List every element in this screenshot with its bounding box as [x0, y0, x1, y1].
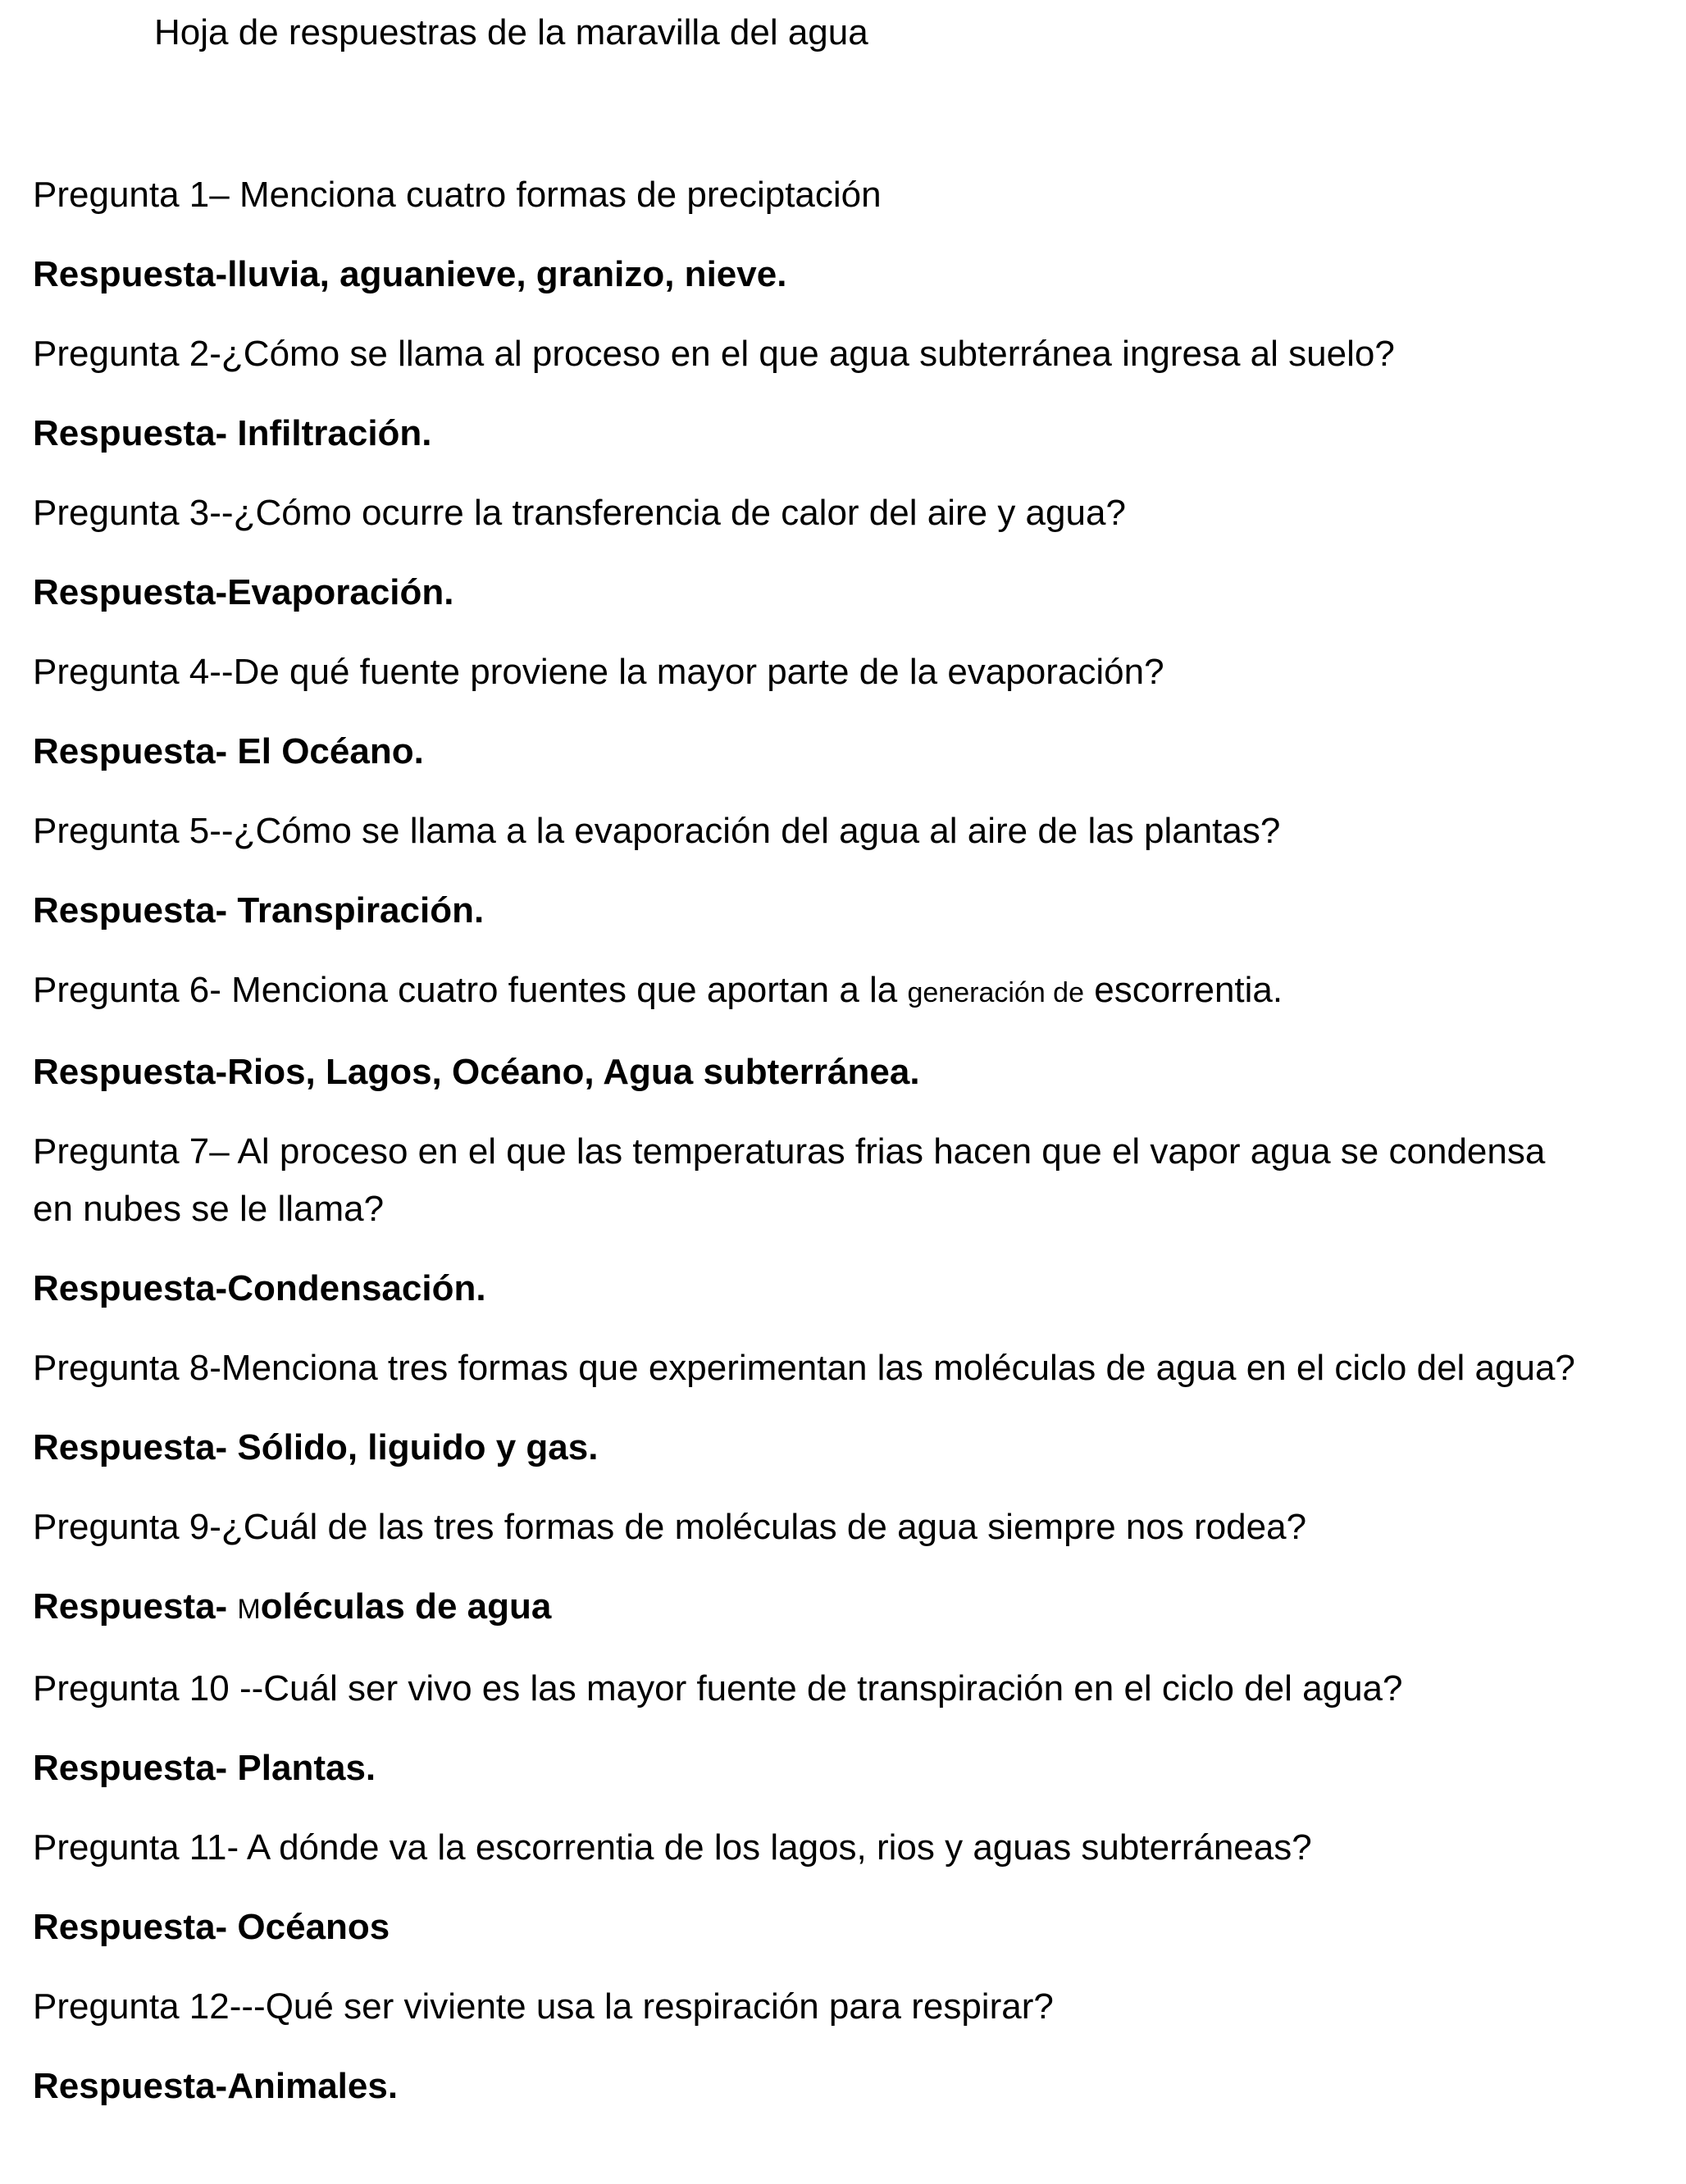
answer-9	[33, 1578, 1656, 1638]
qa-list	[33, 166, 1656, 2137]
question-8: Pregunta 8-Menciona tres formas que experimentan las moléculas de agua en el ciclo del agua?	[33, 1348, 1575, 1388]
answer-3: Respuesta-Evaporación.	[33, 572, 454, 612]
question-6-text-a: Pregunta 6- Menciona cuatro fuentes que aportan a la	[33, 970, 908, 1010]
answer-9-text-small: M	[237, 1594, 261, 1625]
question-7-line-1: Pregunta 7– Al proceso en el que las temperaturas frias hacen que el vapor agua se condensa	[33, 1131, 1546, 1172]
question-2: Pregunta 2-¿Cómo se llama al proceso en el que agua subterránea ingresa al suelo?	[33, 334, 1395, 374]
answer-7: Respuesta-Condensación.	[33, 1268, 486, 1308]
answer-12: Respuesta-Animales.	[33, 2066, 399, 2106]
question-4: Pregunta 4--De qué fuente proviene la mayor parte de la evaporación?	[33, 652, 1164, 692]
answer-5: Respuesta- Transpiración.	[33, 890, 485, 930]
answer-2: Respuesta- Infiltración.	[33, 413, 432, 453]
question-5: Pregunta 5--¿Cómo se llama a la evaporación del agua al aire de las plantas?	[33, 811, 1281, 851]
question-1: Pregunta 1– Menciona cuatro formas de preciptación	[33, 175, 882, 215]
answer-1: Respuesta-lluvia, aguanieve, granizo, nieve.	[33, 254, 787, 294]
question-11: Pregunta 11- A dónde va la escorrentia de los lagos, rios y aguas subterráneas?	[33, 1827, 1312, 1868]
answer-10: Respuesta- Plantas.	[33, 1748, 376, 1788]
question-6-text-c: escorrentia.	[1084, 970, 1283, 1010]
answer-8: Respuesta- Sólido, liguido y gas.	[33, 1427, 599, 1467]
document-title: Hoja de respuestras de la maravilla del agua	[154, 12, 868, 52]
answer-11: Respuesta- Océanos	[33, 1907, 390, 1947]
question-3: Pregunta 3--¿Cómo ocurre la transferencia de calor del aire y agua?	[33, 493, 1126, 533]
question-7-line-2: en nubes se le llama?	[33, 1189, 385, 1229]
question-7	[33, 1123, 1656, 1238]
question-6-text-small: generación de	[907, 977, 1084, 1008]
answer-6: Respuesta-Rios, Lagos, Océano, Agua subterránea.	[33, 1052, 920, 1092]
answer-9-text-a: Respuesta-	[33, 1586, 238, 1627]
answer-9-text-c: oléculas de agua	[260, 1586, 552, 1627]
answer-4: Respuesta- El Océano.	[33, 731, 424, 771]
question-6	[33, 962, 1656, 1021]
question-9: Pregunta 9-¿Cuál de las tres formas de moléculas de agua siempre nos rodea?	[33, 1507, 1307, 1547]
question-10: Pregunta 10 --Cuál ser vivo es las mayor fuente de transpiración en el ciclo del agua?	[33, 1668, 1403, 1709]
question-12: Pregunta 12---Qué ser viviente usa la respiración para respirar?	[33, 1986, 1054, 2027]
